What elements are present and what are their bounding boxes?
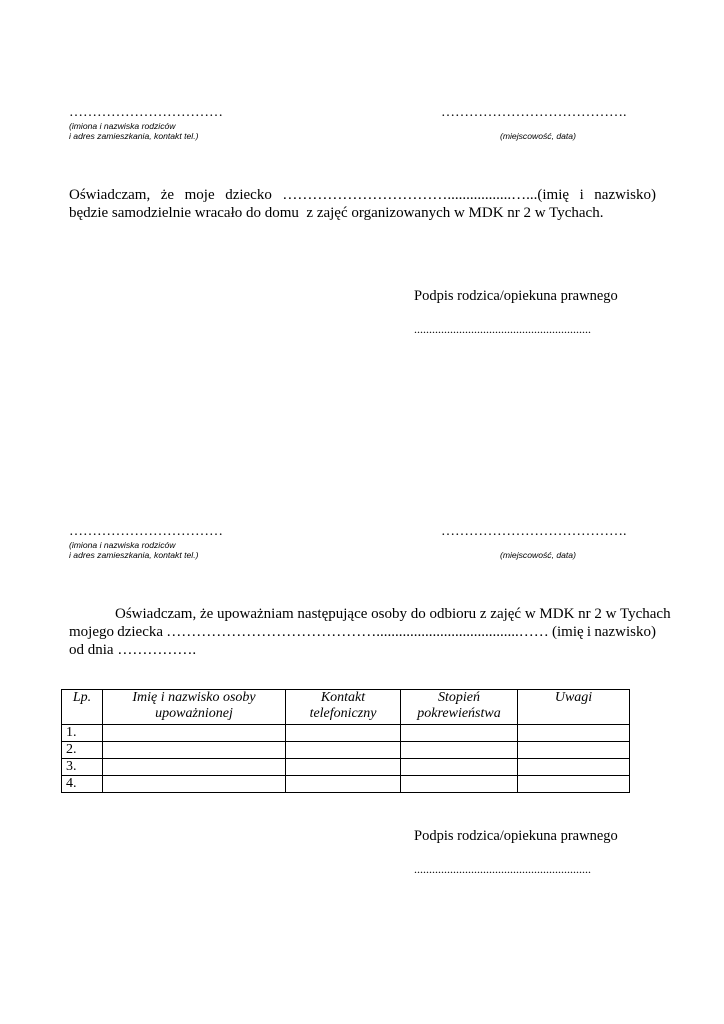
parent-caption-line2-2: i adres zamieszkania, kontakt tel.) [69, 550, 199, 560]
name-cell[interactable] [103, 776, 286, 793]
declaration-word: dziecko [225, 187, 272, 203]
declaration-line-2: będzie samodzielnie wracało do domu z zajęć organizowanych w MDK nr 2 w Tychach. [69, 205, 604, 221]
row-number: 2. [62, 742, 103, 759]
notes-cell[interactable] [518, 742, 630, 759]
child-name-dotted-field: …………………………….................…...(imię [282, 187, 570, 203]
place-date-dotted-line: …………………………………. [441, 105, 627, 120]
declaration-word: nazwisko) [594, 624, 656, 640]
declaration-line-1 [69, 186, 656, 204]
contact-cell[interactable] [286, 725, 401, 742]
column-header-lp: Lp. [62, 690, 103, 725]
parent-name-dotted-line-2: …………………………… [69, 524, 223, 539]
parent-caption-line1-2: (imiona i nazwiska rodziców [69, 540, 176, 550]
declaration-word: i [579, 187, 584, 203]
child-name-dotted-field: ……………………………………......................................…… [166, 624, 549, 640]
name-cell[interactable] [103, 742, 286, 759]
column-header-relation: Stopień pokrewieństwa [401, 690, 518, 725]
parent-name-dotted-line: …………………………… [69, 105, 223, 120]
contact-cell[interactable] [286, 742, 401, 759]
column-header-notes: Uwagi [518, 690, 630, 725]
row-number: 1. [62, 725, 103, 742]
row-number: 3. [62, 759, 103, 776]
name-cell[interactable] [103, 759, 286, 776]
relation-cell[interactable] [401, 776, 518, 793]
relation-cell[interactable] [401, 759, 518, 776]
declaration-word: że [160, 187, 175, 203]
authorization-line-3: od dnia ……………. [69, 642, 197, 658]
name-cell[interactable] [103, 725, 286, 742]
authorization-line-1: Oświadczam, że upoważniam następujące osoby do odbioru z zajęć w MDK nr 2 w Tychach [115, 606, 671, 622]
parent-caption-line2: i adres zamieszkania, kontakt tel.) [69, 131, 199, 141]
table-row [62, 776, 630, 793]
signature-dotted-line: ........................................................... [414, 322, 591, 336]
signature-label: Podpis rodzica/opiekuna prawnego [414, 288, 618, 304]
notes-cell[interactable] [518, 759, 630, 776]
contact-cell[interactable] [286, 759, 401, 776]
column-header-name: Imię i nazwisko osoby upoważnionej [103, 690, 286, 725]
declaration-word: moje [184, 187, 215, 203]
place-date-caption: (miejscowość, data) [500, 131, 576, 141]
place-date-dotted-line-2: …………………………………. [441, 524, 627, 539]
declaration-word: (imię [552, 624, 584, 640]
column-header-contact: Kontakt telefoniczny [286, 690, 401, 725]
relation-cell[interactable] [401, 742, 518, 759]
signature-dotted-line-2: ........................................................... [414, 862, 591, 876]
table-row [62, 742, 630, 759]
contact-cell[interactable] [286, 776, 401, 793]
independent-return-declaration [69, 186, 656, 222]
declaration-word: i [586, 624, 592, 640]
relation-cell[interactable] [401, 725, 518, 742]
declaration-word: Oświadczam, [69, 187, 151, 203]
authorization-line-2 [69, 623, 656, 641]
authorized-persons-table [61, 689, 630, 793]
table-row [62, 725, 630, 742]
declaration-word: dziecka [117, 624, 164, 640]
authorization-declaration [69, 605, 671, 659]
parent-caption-line1: (imiona i nazwiska rodziców [69, 121, 176, 131]
place-date-caption-2: (miejscowość, data) [500, 550, 576, 560]
notes-cell[interactable] [518, 776, 630, 793]
declaration-word: mojego [69, 624, 114, 640]
declaration-word: nazwisko) [594, 187, 656, 203]
row-number: 4. [62, 776, 103, 793]
table-header-row [62, 690, 630, 725]
notes-cell[interactable] [518, 725, 630, 742]
signature-label-2: Podpis rodzica/opiekuna prawnego [414, 828, 618, 844]
table-row [62, 759, 630, 776]
